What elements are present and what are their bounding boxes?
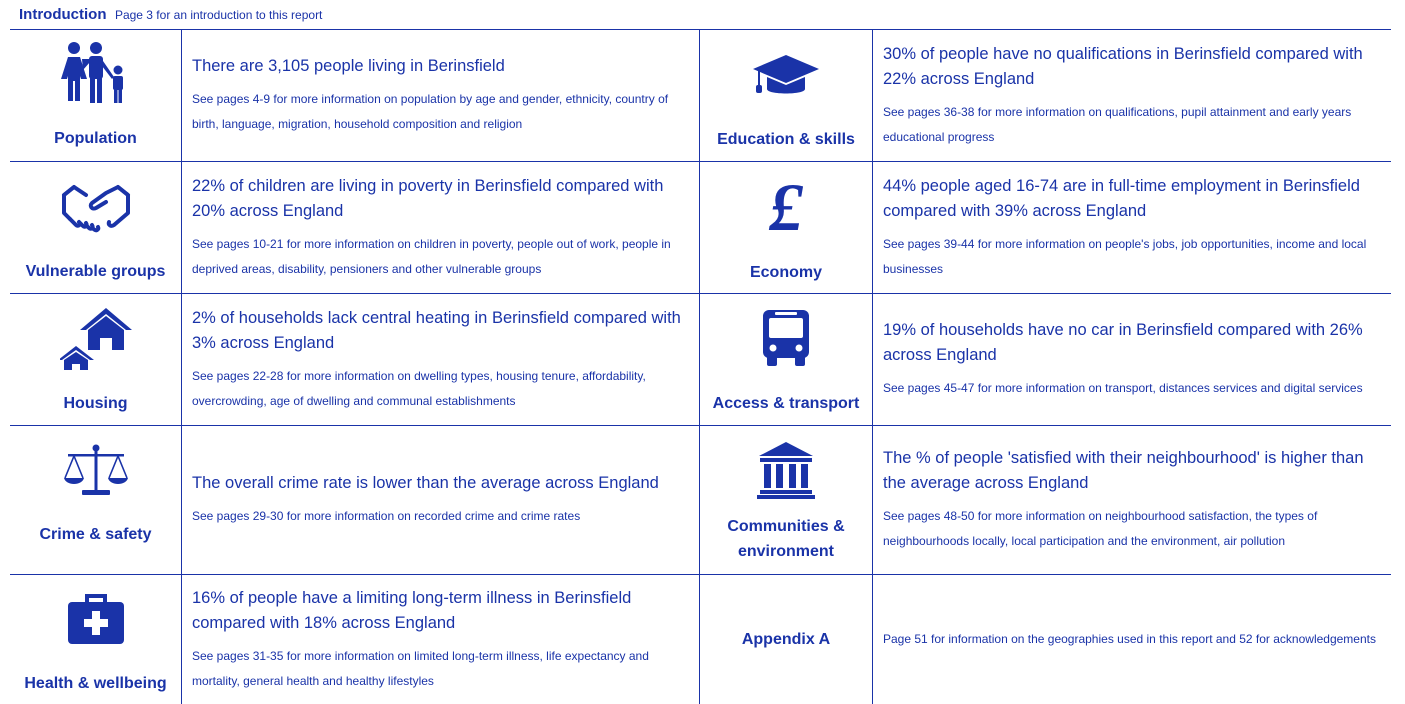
page-header xyxy=(19,4,322,26)
summary-headline: 19% of households have no car in Berinsfield compared with 26% across England xyxy=(883,321,1363,364)
summary-detail: See pages 31-35 for more information on limited long-term illness, life expectancy and mortality, general health and healthy lifestyles xyxy=(192,648,649,688)
category-label: Crime & safety xyxy=(39,526,152,543)
summary-headline: 2% of households lack central heating in Berinsfield compared with 3% across England xyxy=(192,308,681,352)
health-wellbeing-summary xyxy=(182,575,699,704)
summary-headline: The % of people 'satisfied with their neighbourhood' is higher than the average across England xyxy=(883,449,1364,492)
summary-headline: 16% of people have a limiting long-term illness in Berinsfield compared with 18% across England xyxy=(192,588,632,632)
summary-headline: 44% people aged 16-74 are in full-time employment in Berinsfield compared with 39% across England xyxy=(883,176,1360,220)
page-title: Introduction xyxy=(19,6,107,23)
crime-safety-category xyxy=(10,426,181,574)
family-icon xyxy=(60,37,132,109)
page-subtitle: Page 3 for an introduction to this report xyxy=(114,8,323,22)
vulnerable-groups-category xyxy=(10,162,181,293)
communities-environment-category xyxy=(700,426,872,574)
appendix-summary xyxy=(873,575,1391,704)
svg-text:£: £ xyxy=(769,175,803,237)
vulnerable-groups-summary xyxy=(182,162,699,293)
category-label: Vulnerable groups xyxy=(25,263,166,280)
category-label: Education & skills xyxy=(717,131,855,148)
medical-kit-icon xyxy=(60,583,132,655)
summary-detail: See pages 29-30 for more information on recorded crime and crime rates xyxy=(192,509,581,523)
summary-detail: See pages 22-28 for more information on dwelling types, housing tenure, affordability, overcrowding, age of dwelling and communal establishments xyxy=(192,368,646,408)
category-label: Economy xyxy=(749,264,822,281)
education-summary xyxy=(873,30,1391,161)
population-summary xyxy=(182,30,699,161)
category-label: Housing xyxy=(63,395,128,412)
summary-headline: 22% of children are living in poverty in Berinsfield compared with 20% across England xyxy=(192,176,664,220)
category-label: Population xyxy=(54,130,137,147)
summary-detail: See pages 45-47 for more information on transport, distances services and digital services xyxy=(883,381,1363,395)
communities-environment-summary xyxy=(873,426,1391,574)
pound-sign-icon xyxy=(750,170,822,242)
summary-detail: Page 51 for information on the geographies used in this report and 52 for acknowledgements xyxy=(883,632,1376,646)
summary-detail: See pages 36-38 for more information on qualifications, pupil attainment and early years educational progress xyxy=(883,104,1352,144)
category-label: Health & wellbeing xyxy=(24,675,167,692)
access-transport-category xyxy=(700,294,872,425)
appendix-category xyxy=(700,575,872,704)
summary-headline: The overall crime rate is lower than the average across England xyxy=(192,474,659,492)
housing-category xyxy=(10,294,181,425)
bus-icon xyxy=(750,302,822,374)
houses-icon xyxy=(60,302,132,374)
economy-summary xyxy=(873,162,1391,293)
scales-icon xyxy=(60,436,132,508)
housing-summary xyxy=(182,294,699,425)
population-category xyxy=(10,30,181,161)
access-transport-summary xyxy=(873,294,1391,425)
summary-detail: See pages 4-9 for more information on population by age and gender, ethnicity, country of birth, language, migration, household composition and religion xyxy=(192,92,669,131)
economy-category xyxy=(700,162,872,293)
category-label: Appendix A xyxy=(741,631,831,648)
summary-detail: See pages 48-50 for more information on neighbourhood satisfaction, the types of neighbourhoods locally, local participation and the environment, air pollution xyxy=(883,509,1318,548)
summary-headline: There are 3,105 people living in Berinsfield xyxy=(192,57,505,75)
crime-safety-summary xyxy=(182,426,699,574)
category-label: Access & transport xyxy=(712,395,860,412)
health-wellbeing-category xyxy=(10,575,181,704)
summary-detail: See pages 10-21 for more information on children in poverty, people out of work, people in deprived areas, disability, pensioners and other vulnerable groups xyxy=(192,236,671,276)
summary-detail: See pages 39-44 for more information on people's jobs, job opportunities, income and local businesses xyxy=(883,236,1367,276)
civic-building-icon xyxy=(750,434,822,506)
education-category xyxy=(700,30,872,161)
summary-headline: 30% of people have no qualifications in Berinsfield compared with 22% across England xyxy=(883,44,1363,88)
handshake-icon xyxy=(60,172,132,244)
graduation-cap-icon xyxy=(750,40,822,112)
category-label: Communities & environment xyxy=(727,518,845,560)
